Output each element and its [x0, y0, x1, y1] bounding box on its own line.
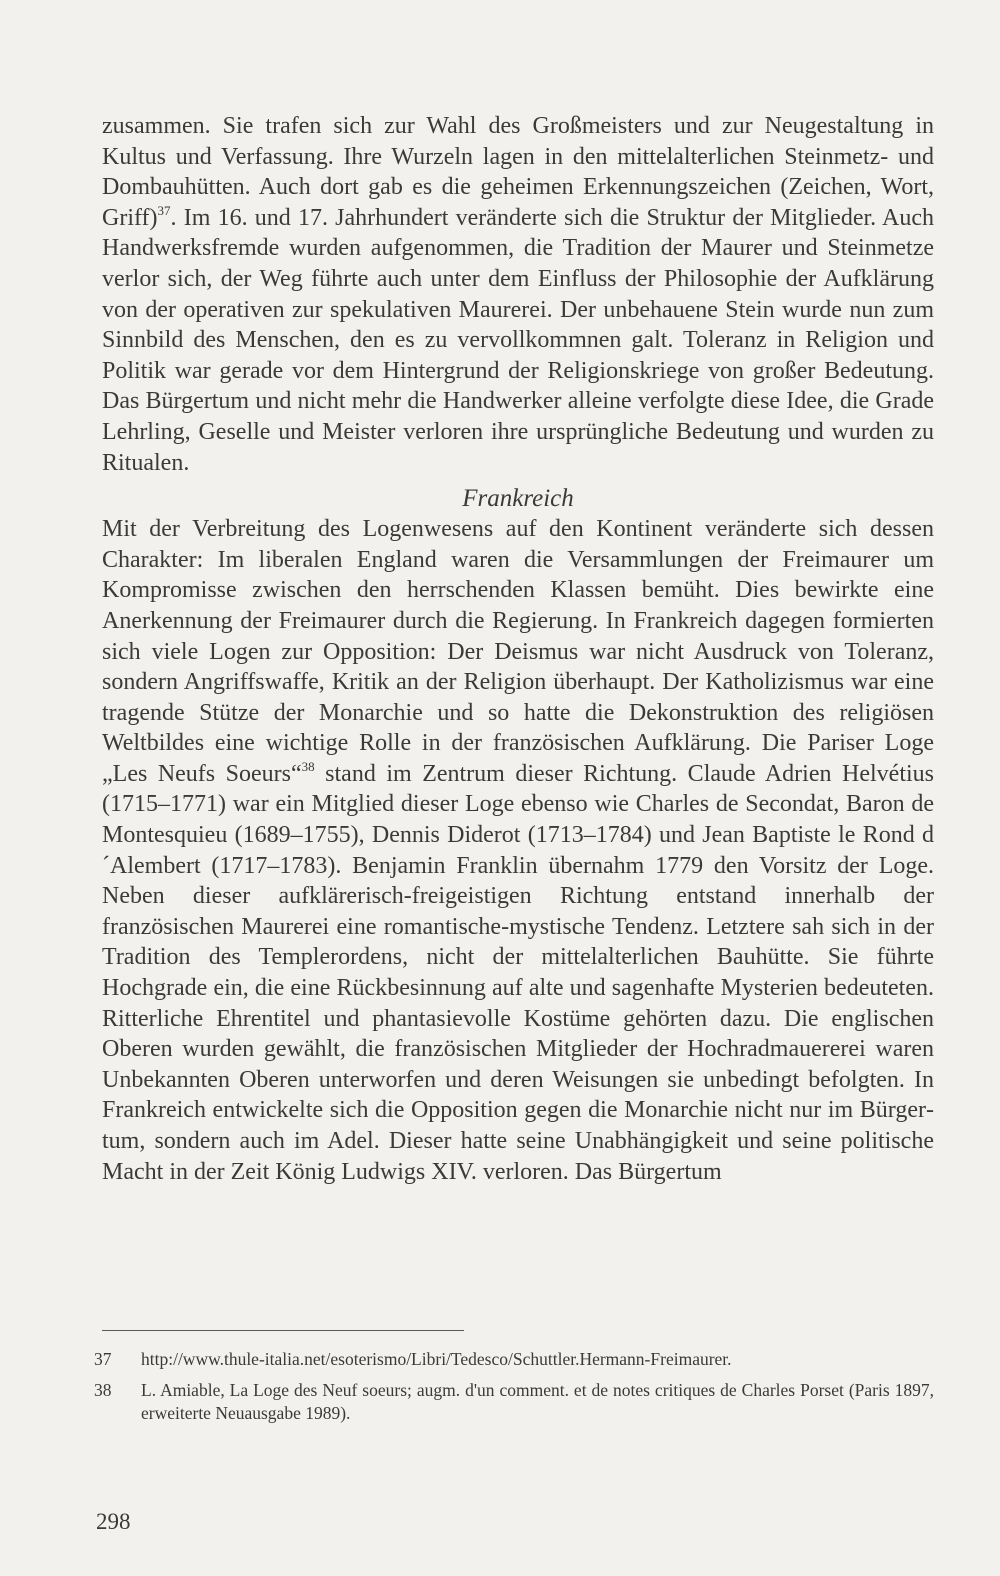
footnote-divider — [102, 1330, 464, 1331]
footnote-text: L. Amiable, La Loge des Neuf soeurs; augm. d'un comment. et de notes critiques de Charles Porset (Paris 1897, erweiterte Neuausgabe 1989). — [141, 1380, 934, 1423]
footnote-number: 37 — [94, 1349, 112, 1369]
page-number: 298 — [96, 1509, 131, 1534]
footnote-number: 38 — [94, 1380, 112, 1400]
paragraph: zusammen. Sie trafen sich zur Wahl des Großmeisters und zur Neugestaltung in Kultus und Verfassung. Ihre Wurzeln lagen in den mittelalterlichen Steinmetz- und Dombauhütten. Auch dort gab es die geheimen Erkennungszeichen (Zeichen, Wort, Griff)$^{37}$. Im 16. und 17. Jahrhundert veränderte sich die Struktur der Mitglieder. Auch Handwerksfremde wurden aufgenommen, die Tradition der Maurer und Steinmetze verlor sich, der Weg führte auch unter dem Einfluss der Philosophie der Aufklärung von der operativen zur spekulativen Maurerei. Der unbehauene Stein wurde nun zum Sinnbild des Menschen, den es zu vervollkommnen galt. Toleranz in Religion und Politik war gerade vor dem Hintergrund der Religionskriege von großer Bedeutung. Das Bürgertum und nicht mehr die Handwerker alleine verfolgte diese Idee, die Grade Lehrling, Geselle und Meister verloren ihre ursprüngliche Bedeutung und wurden zu Ritualen. — [102, 113, 934, 476]
paragraph: Mit der Verbreitung des Logenwesens auf den Kontinent veränderte sich dessen Charakter: Im liberalen England waren die Versammlungen der Freimaurer um Kompromisse zwischen den herrschenden Klassen bemüht. Dies bewirkte eine Anerkennung der Freimaurer durch die Regierung. In Frankreich dagegen formierten sich viele Logen zur Opposition: Der Deismus war nicht Ausdruck von Toleranz, sondern Angriffswaffe, Kritik an der Religion überhaupt. Der Katholizismus war eine tragende Stütze der Monarchie und so hatte die Dekonstruktion des religiösen Weltbildes eine wichtige Rolle in der französischen Aufklärung. Die Pariser Loge „Les Neufs Soeurs“$^{38}$ stand im Zentrum dieser Richtung. Claude Adrien Helvétius (1715–1771) war ein Mitglied dieser Loge ebenso wie Charles de Secondat, Baron de Montesquieu (1689–1755), Dennis Diderot (1713–1784) und Jean Baptiste le Rond d´Alembert (1717–1783). Benjamin Franklin übernahm 1779 den Vorsitz der Loge. Neben dieser aufklärerisch-freigeistigen Richtung entstand innerhalb der französischen Maurerei eine romantische-mystische Tendenz. Letztere sah sich in der Tradition des Templerordens, nicht der mittelalterlichen Bauhütte. Sie führte Hochgrade ein, die eine Rückbesinnung auf alte und sagenhafte Mysterien bedeuteten. Ritterliche Ehrentitel und phantasievolle Kostüme gehörten dazu. Die englischen Oberen wurden gewählt, die französischen Mitglieder der Hochradmauererei waren Unbekannten Oberen unterworfen und deren Weisungen sie unbedingt befolgten. In Frankreich entwickelte sich die Opposition gegen die Monarchie nicht nur im Bürgertum, sondern auch im Adel. Dieser hatte seine Unabhängigkeit und seine politische Macht in der Zeit König Ludwigs XIV. verloren. Das Bürgertum — [102, 516, 934, 1185]
footnote-text: http://www.thule-italia.net/esoterismo/Libri/Tedesco/Schuttler.Hermann-Freimaurer. — [141, 1349, 732, 1369]
footnotes — [90, 1348, 934, 1433]
section-heading: Frankreich — [462, 485, 574, 513]
body-text — [102, 111, 934, 1187]
footnote-37 — [90, 1348, 934, 1371]
footnote-38 — [90, 1379, 934, 1425]
